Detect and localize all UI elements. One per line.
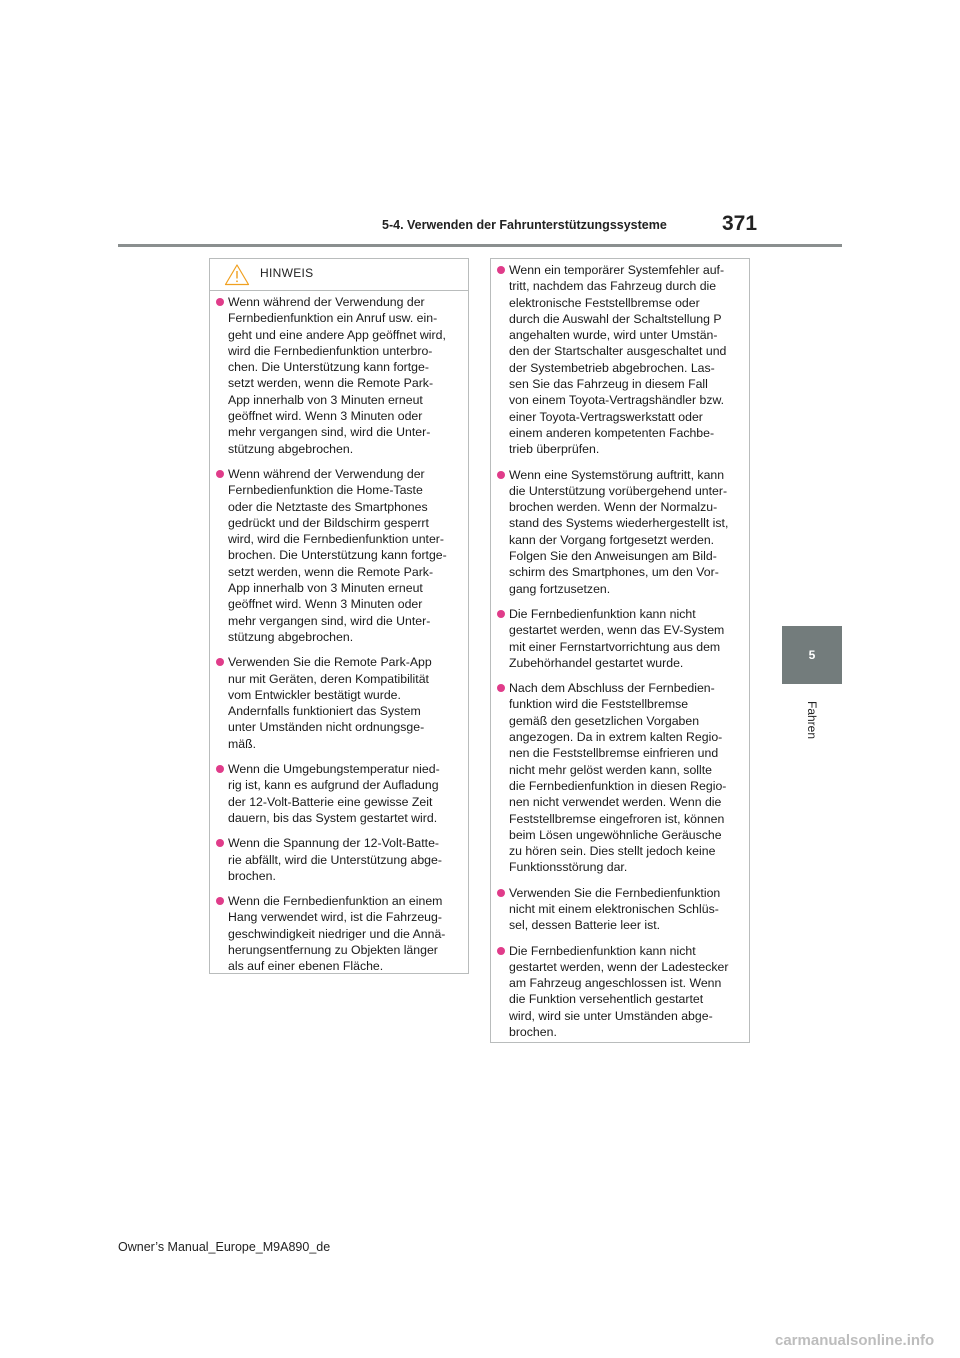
bullet-dot [497, 684, 505, 692]
chapter-label-wrap [786, 690, 838, 750]
notice-item-text: Wenn die Fernbedienfunktion an einem Hang verwendet wird, ist die Fahrzeug- geschwindigkeit niedriger und die Annä- herungsentfernung zu Objekten länger als auf einer ebenen Fläche. [228, 894, 446, 974]
notice-item-text: Nach dem Abschluss der Fernbedien- funktion wird die Feststellbremse gemäß den gesetzlichen Vorgaben angezogen. Da in extrem kalten Regio- nen die Feststellbremse einfrieren und nicht mehr gelöst werden kann, sollte die Fernbedienfunktion in diesen Regio- nen nicht verwendet werden. Wenn die Feststellbremse eingefroren ist, können beim Lösen ungewöhnliche Geräusche zu hören sein. Dies stellt jedoch keine Funktionsstörung dar. [509, 681, 727, 875]
bullet-dot [216, 897, 224, 905]
notice-item [216, 761, 458, 826]
chapter-number: 5 [808, 648, 816, 662]
continued-notice-box [490, 258, 750, 1043]
notice-list [210, 291, 468, 975]
continued-list [491, 259, 749, 1040]
notice-box-header [210, 259, 468, 291]
warning-triangle-icon [224, 263, 250, 286]
notice-item-text: Wenn die Spannung der 12-Volt-Batte- rie abfällt, wird die Unterstützung abge- brochen. [228, 836, 442, 883]
header-rule [118, 244, 842, 247]
notice-item-text: Verwenden Sie die Fernbedienfunktion nicht mit einem elektronischen Schlüs- sel, dessen Batterie leer ist. [509, 885, 721, 933]
footer-manual-id: Owner’s Manual_Europe_M9A890_de [118, 1240, 331, 1254]
notice-item [497, 680, 739, 876]
notice-item-text: Die Fernbedienfunktion kann nicht gestartet werden, wenn das EV-System mit einer Fernstartvorrichtung aus dem Zubehörhandel gestartet wurde. [509, 606, 725, 670]
notice-item-text: Wenn während der Verwendung der Fernbedienfunktion die Home-Taste oder die Netztaste des Smartphones gedrückt und der Bildschirm gesperrt wird, wird die Fernbedienfunktion unter- brochen. Die Unterstützung kann fortge- setzt werden, wenn die Remote Park- App innerhalb von 3 Minuten erneut geöffnet wird. Wenn 3 Minuten oder mehr vergangen sind, wird die Unter- stützung abgebrochen. [228, 466, 447, 644]
notice-item [216, 466, 458, 645]
notice-item [216, 893, 458, 974]
bullet-dot [497, 266, 505, 274]
notice-item [216, 294, 458, 457]
notice-item-text: Wenn während der Verwendung der Fernbedienfunktion ein Anruf usw. ein- geht und eine andere App geöffnet wird, wird die Fernbedienfunktion unterbro- chen. Die Unterstützung kann fortge- setzt werden, wenn die Remote Park- App innerhalb von 3 Minuten erneut geöffnet wird. Wenn 3 Minuten oder mehr vergangen sind, wird die Unter- stützung abgebrochen. [228, 295, 446, 456]
bullet-dot [497, 947, 505, 955]
notice-item-text: Die Fernbedienfunktion kann nicht gestartet werden, wenn der Ladestecker am Fahrzeug angeschlossen ist. Wenn die Funktion versehentlich gestartet wird, wird sie unter Umständen abge- brochen. [509, 943, 729, 1040]
section-title: 5-4. Verwenden der Fahrunterstützungssysteme [382, 218, 667, 232]
bullet-dot [497, 889, 505, 897]
watermark: carmanualsonline.info [775, 1332, 935, 1349]
notice-item [497, 262, 739, 458]
notice-item-text: Wenn die Umgebungstemperatur nied- rig ist, kann es aufgrund der Aufladung der 12-Volt-Batterie eine gewisse Zeit dauern, bis das System gestartet wird. [228, 762, 440, 825]
notice-item [216, 835, 458, 884]
bullet-dot [216, 839, 224, 847]
notice-item-text: Verwenden Sie die Remote Park-App nur mit Geräten, deren Kompatibilität vom Entwickler bestätigt wurde. Andernfalls funktioniert das System unter Umständen nicht ordnungsge- mäß. [228, 655, 432, 751]
notice-item [497, 885, 739, 934]
notice-item-text: Wenn eine Systemstörung auftritt, kann die Unterstützung vorübergehend unter- brochen werden. Wenn der Normalzu- stand des Systems wiederhergestellt ist, kann der Vorgang fortgesetzt werden. Folgen Sie den Anweisungen am Bild- schirm des Smartphones, um den Vor- gang fortzusetzen. [509, 467, 729, 596]
notice-item [497, 467, 739, 597]
bullet-dot [497, 471, 505, 479]
page-number: 371 [722, 212, 758, 235]
notice-box-title: HINWEIS [260, 266, 314, 280]
bullet-dot [216, 470, 224, 478]
bullet-dot [216, 658, 224, 666]
notice-item [216, 654, 458, 752]
bullet-dot [497, 610, 505, 618]
notice-item-text: Wenn ein temporärer Systemfehler auf- tritt, nachdem das Fahrzeug durch die elektronische Feststellbremse oder durch die Auswahl der Schaltstellung P angehalten wurde, wird unter Umstän- den der Startschalter ausgeschaltet und der Systembetrieb abgebrochen. Las- sen Sie das Fahrzeug in diesem Fall von einem Toyota-Vertragshändler bzw. einer Toyota-Vertragswerkstatt oder einem anderen kompetenten Fachbe- trieb überprüfen. [509, 263, 727, 457]
bullet-dot [216, 298, 224, 306]
chapter-label: Fahren [805, 700, 819, 740]
notice-box [209, 258, 469, 974]
notice-item [497, 606, 739, 671]
chapter-tab [782, 626, 842, 684]
notice-item [497, 943, 739, 1041]
bullet-dot [216, 765, 224, 773]
